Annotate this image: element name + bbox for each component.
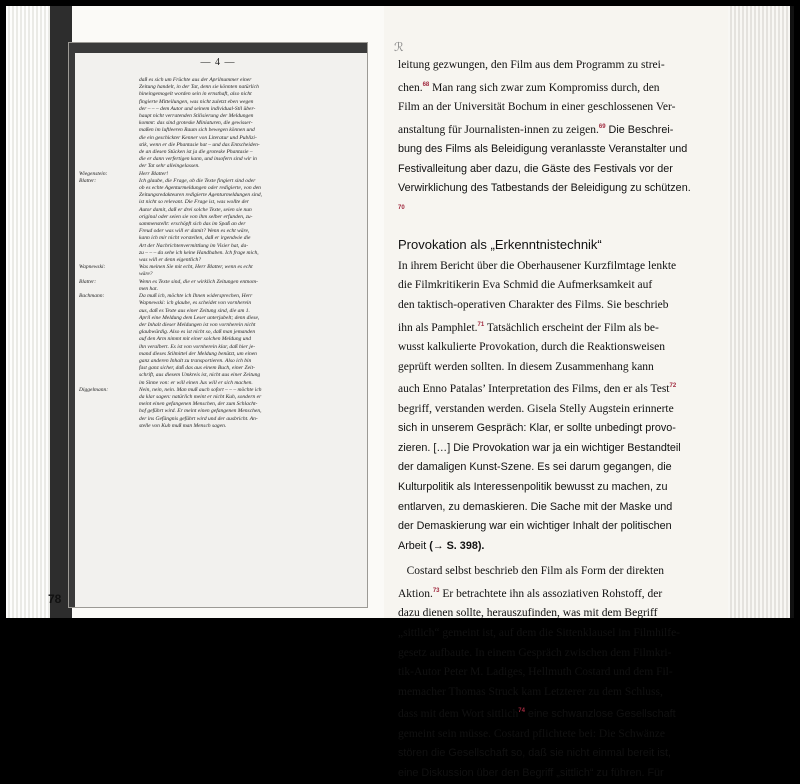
speaker-label [79,322,139,329]
transcript-line [79,408,359,415]
speaker-label [79,365,139,372]
speaker-label [79,228,139,235]
transcript-line [79,250,359,257]
footnote-ref: 71 [477,321,485,328]
transcript-text: zu – – – da sehe ich keine Handhaben. Ich frage mich, [139,249,259,256]
transcript-text: ist nicht so relevant. Die Frage ist, was wollte der [139,199,249,206]
transcript-line [79,192,359,199]
speaker-label [79,99,139,106]
speaker-label [79,300,139,307]
speaker-label [79,221,139,228]
transcript-text: April eine Meldung dem Leser unterjubelt; denn diese, [139,314,260,321]
transcript-text: ihn veralbert. Es ist von vornherein klar, daß hier je- [139,343,256,350]
transcript-line [79,336,359,343]
speaker-label [79,156,139,163]
right-page [384,6,728,779]
transcript-line [79,207,359,214]
transcript-line [79,423,359,430]
transcript-line [79,171,359,178]
speaker-label [79,127,139,134]
transcript-text: Ich glaube, die Frage, ob die Texte fingiert sind oder [139,177,256,184]
transcript-text: der Tat sehr alleingelassen. [139,163,200,170]
speaker-label: Wiegenstein: [79,170,108,177]
speaker-label [79,163,139,170]
transcript-text: fast ganz sicher, daß das aus einem Buch, einer Zeit- [139,365,255,372]
transcript-text: Autor damit, daß er drei solche Texte, seien sie nun [139,206,252,213]
transcript-text: stik, wenn er die Phantasie hat – und das Entscheiden- [139,141,260,148]
footnote-ref: 72 [669,383,677,390]
transcript-text: was will er denn eigentlich? [139,257,202,264]
footnote-ref: 70 [398,204,405,211]
transcript-line [79,271,359,278]
transcript-text: stelle von Kuh muß man Mensch sagen. [139,422,227,429]
transcript-text: haupt nicht verratenden Stilisierung der Meldungen [139,113,254,120]
speaker-label: Wapnewski: [79,264,106,271]
transcript-text: Herr Blatter! [139,170,169,177]
transcript-text: schrift, aus diesem Umkreis ist, nicht aus einer Zeitung [139,372,261,379]
transcript-line [79,416,359,423]
speaker-label [79,308,139,315]
speaker-label [79,135,139,142]
transcript-text: da klar sagen: natürlich meint er nicht Kuh, sondern er [139,393,262,400]
transcript-text: Zeitungsredakteuren redigierte Agenturmeldungen sind, [139,192,263,199]
transcript-line [79,221,359,228]
speaker-label [79,329,139,336]
speaker-label: Diggelmann: [79,386,109,393]
speaker-label [79,351,139,358]
section-heading: Provokation als „Erkenntnistechnik“ [398,237,602,253]
transcript-line [79,142,359,149]
transcript-line [79,308,359,315]
speaker-label [79,199,139,206]
speaker-label [79,113,139,120]
transcript-line [79,91,359,98]
transcript-text: der Inhalt dieser Meldungen ist von vornherein nicht [139,321,256,328]
facsimile-page-header: — 4 — [200,57,236,68]
transcript-text: die ein geschickter Kenner von Literatur und Publizi- [139,134,257,141]
transcript-text: Wenn es Texte sind, die er wirklich Zeitungen entnom- [139,278,258,285]
transcript-line [79,344,359,351]
transcript-text: die er dann verfertigen kann, und insofern sind wir in [139,156,257,163]
speaker-label [79,142,139,149]
speaker-label [79,372,139,379]
transcript-text: maßen im luftleeren Raum sich bewegen können und [139,127,255,134]
transcript-text: Nein, nein, nein. Man muß auch sofort – – – möchte ich [139,386,262,393]
speaker-label [79,344,139,351]
transcript-line [79,293,359,300]
transcript-line [79,156,359,163]
page-edge-right [728,6,794,618]
speaker-label [79,185,139,192]
transcript-text: der – – – dem Autor und seinem individual-Stil über- [139,105,256,112]
transcript-text: Was meinen Sie mit echt, Herr Blatter, wenn es echt [139,264,253,271]
transcript-line [79,315,359,322]
transcript-line [79,264,359,271]
transcript-line [79,106,359,113]
speaker-label [79,416,139,423]
speaker-label [79,207,139,214]
transcript-line [79,243,359,250]
footnote-ref: 74 [518,708,525,715]
transcript-text: original oder seien sie von ihm selber erfunden, zu- [139,213,253,220]
transcript-line [79,178,359,185]
speaker-label [79,243,139,250]
transcript-line [79,257,359,264]
transcript-line [79,300,359,307]
speaker-label [79,192,139,199]
transcript-line [79,77,359,84]
transcript-text: wäre? [139,271,153,278]
cross-reference-link[interactable]: (→ S. 398). [429,539,485,552]
speaker-label [79,91,139,98]
transcript-text: fingierte Mitteilungen, was nicht zuletzt eben wegen [139,98,254,105]
transcript-text: kann ich mir nicht vorstellen, daß er irgendwie die [139,235,251,242]
speaker-label [79,380,139,387]
transcript-line [79,286,359,293]
transcript-text: Art der Nachrichtenvermittlung im Visier hat, da- [139,242,249,249]
speaker-label [79,401,139,408]
transcript-text: hineingemogelt worden sein in ernsthaft, also nicht [139,91,252,98]
transcript-text: sammenstellt: erschöpft sich das im Spaß an der [139,221,246,228]
transcript-text: Wapnewski: ich glaube, es scheidet von vornherein [139,300,252,307]
paragraph-provokation: In ihrem Bericht über die Oberhausener Kurzfilmtage lenkte die Filmkritikerin Eva Schmid die Aufmerksamkeit auf den taktisch-operativen Charakter des Films. Sie beschrieb ihn als Pamphlet.$^{71}$ Tatsächlich erscheint der Film als be- wusst kalkulierte Provokation, durch die Reaktionsweisen geprüft werden sollten. In diesem Zusammenhang kann auch Enno Patalas’ Interpretation des Films, den er als Test$^{72}$ begriff, verstanden werden. Gisela Stelly Augstein erinnerte sich in unserem Gespräch: Klar, er sollte unbedingt provo- zieren. […] Die Provokation war ja ein wichtiger Bestandteil der damaligen Kunst-Szene. Es sei darum gegangen, die Kulturpolitik als Interessenpolitik bewusst zu machen, zu entlarven, zu demaskieren. Die Sache mit der Maske und der Demaskierung war ein wichtiger Inhalt der politischen Arbeit (→ S. 398). [398,259,681,552]
speaker-label: Blatter: [79,278,97,285]
speaker-label [79,423,139,430]
transcript-text: kommt: das sind groteske Miniaturen, die gewisser- [139,120,253,127]
transcript-line [79,135,359,142]
speaker-label [79,271,139,278]
transcript-text: ganz anderen Inhalt zu transportieren. Also ich bin [139,357,252,364]
transcript-text: Freud oder was will er damit? Wenn es echt wäre, [139,228,250,235]
footnote-ref: 73 [432,587,440,594]
transcript-text: auf den Arm nimmt mit einer solchen Meldung und [139,336,252,343]
left-page [6,6,386,618]
speaker-label [79,250,139,257]
page-edge-left [6,6,50,618]
transcript-text: men hat. [139,285,158,292]
speaker-label [79,214,139,221]
transcript-line [79,372,359,379]
transcript-line [79,387,359,394]
speaker-label [79,408,139,415]
transcript-text: de an diesen Stücken ist ja die groteske Phantasie – [139,149,253,156]
transcript-line [79,214,359,221]
transcript-text: mand dieses Stilmittel der Meldung benützt, um einen [139,350,257,357]
transcript-text: ob es echte Agenturmeldungen oder redigierte, von den [139,185,261,192]
speaker-label: Bachmann: [79,293,105,300]
paragraph-costard: Costard selbst beschrieb den Film als Form der direkten Aktion.$^{73}$ Er betrachtete ihn als assoziativen Rohstoff, der dazu dienen sollte, herauszufinden, was mit dem Begriff „sittlich“ gemeint ist, auf dem die Sittenklausel im Filmhilfe- gesetz aufbaute. In einem Gespräch zwischen dem Filmkri- tik-Autor Peter M. Ladiges, Hellmuth Costard und dem Fil- memacher Thomas Struck kam Letzterer zu dem Schluss, dass mit dem Wort sittlich$^{74}$ eine schwanzlose Gesellschaft gemeint sein müsse. Costard pflichtete bei: Die Schwänze stören die Gesellschaft so, daß sie nicht einmal bereit ist, eine Diskussion über den Begriff „sittlich“ zu führen. Für [398,565,681,779]
transcript-line [79,185,359,192]
transcript-line [79,351,359,358]
transcript-text: meint einen gefangenen Menschen, der zum Schlacht- [139,401,258,408]
corner-mark: ℛ [394,40,404,54]
paragraph-continuation: leitung gezwungen, den Film aus dem Programm zu strei- chen.$^{68}$ Man rang sich zwar zum Kompromiss durch, den Film an der Universität Bochum in einer geschlossenen Ver- anstaltung für Journalisten-innen zu zeigen.$^{69}$ Die Beschrei- bung des Films als Beleidigung veranlasste Veranstalter und Festivalleitung aber dazu, die Gäste des Festivals vor der Verwirklichung des Tatbestands der Beleidigung zu schützen. $^{70}$ [398,59,691,211]
speaker-label [79,394,139,401]
transcript-text: der ins Gefängnis geführt wird und der ausbricht. An- [139,415,258,422]
speaker-label [79,257,139,264]
transcript-line [79,163,359,170]
transcript-text: Da muß ich, möchte ich Ihnen widersprechen, Herr [139,293,253,300]
footnote-ref: 68 [422,81,430,88]
transcript-line [79,380,359,387]
facsimile-transcript [79,77,359,430]
speaker-label [79,336,139,343]
speaker-label [79,149,139,156]
speaker-label [79,315,139,322]
body-text [398,56,728,784]
speaker-label [79,77,139,84]
transcript-text: im Sinne von: er will einen Jux will er sich machen. [139,379,253,386]
transcript-line [79,113,359,120]
transcript-line [79,235,359,242]
transcript-line [79,199,359,206]
speaker-label: Blatter: [79,177,97,184]
transcript-text: Zeitung handelt, in der Tat, denn sie könnten natürlich [139,84,259,91]
speaker-label [79,286,139,293]
transcript-line [79,127,359,134]
speaker-label [79,106,139,113]
speaker-label [79,358,139,365]
transcript-text: glaubwürdig. Also es ist nicht so, daß man jemanden [139,329,256,336]
speaker-label [79,235,139,242]
speaker-label [79,120,139,127]
page-number: 78 [48,592,62,606]
transcript-line [79,279,359,286]
transcript-line [79,99,359,106]
footnote-ref: 69 [598,123,606,130]
facsimile-document [68,42,368,608]
speaker-label [79,84,139,91]
transcript-text: aus, daß es Texte aus einer Zeitung sind, die am 1. [139,307,250,314]
transcript-text: daß es sich um Früchte aus der Aprilnummer einer [139,77,252,83]
transcript-text: hof geführt wird. Er meint einen gefangenen Menschen, [139,408,262,415]
